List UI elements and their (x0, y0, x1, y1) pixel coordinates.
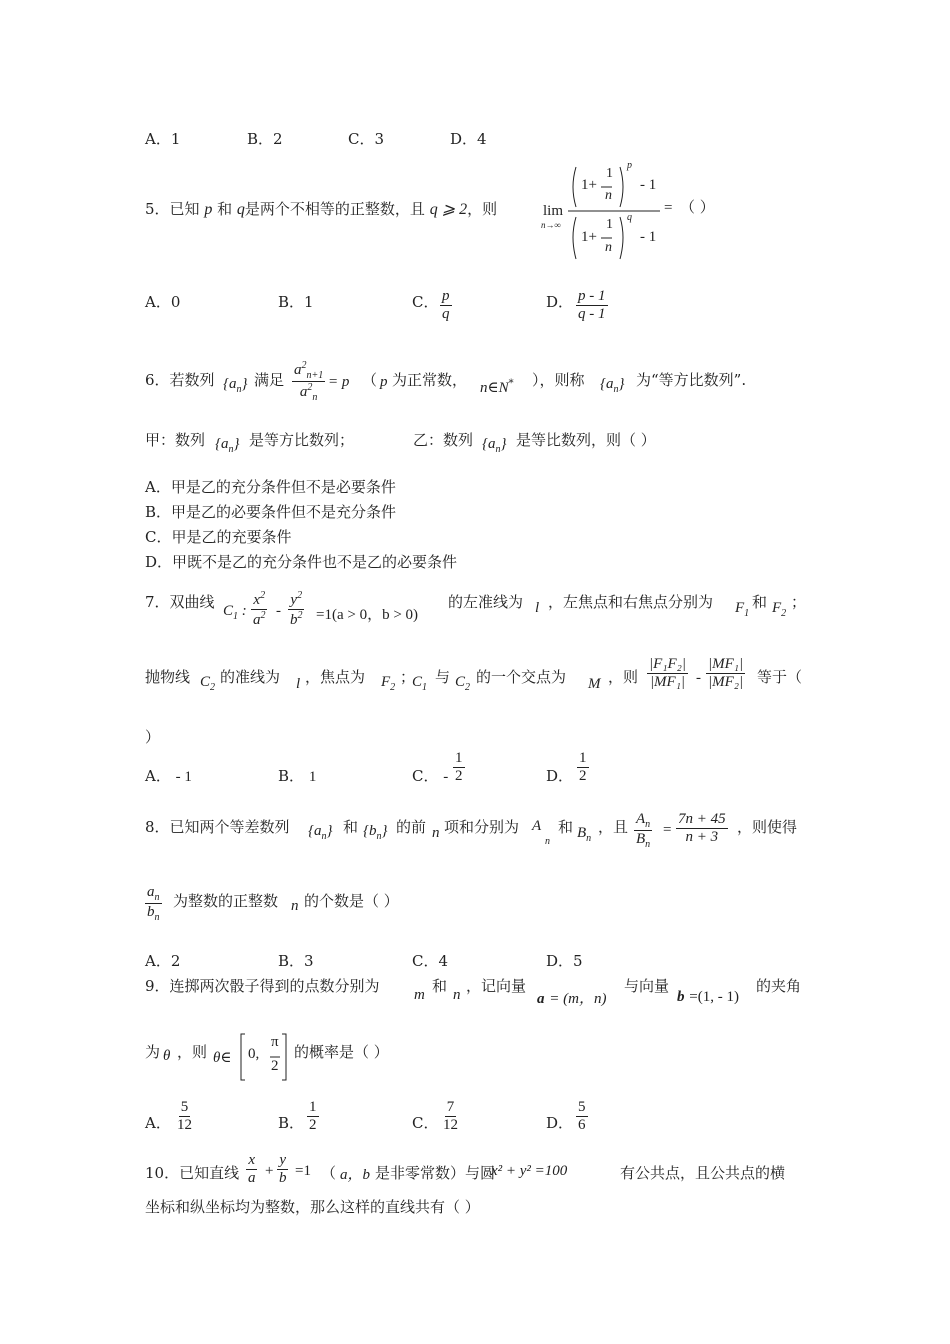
q5-one-plus: 1+ (581, 177, 597, 193)
q5-option-c-den: q (442, 306, 450, 322)
q9-option-d[interactable] (546, 1112, 573, 1133)
q6-eq-p: = p (328, 374, 350, 390)
q9-opt-a-label: A． (145, 1114, 171, 1132)
q10-number: 10． (145, 1164, 180, 1182)
q6-var-p: p (380, 374, 388, 390)
q7-option-c[interactable] (412, 765, 448, 786)
q7-c1b: $C_1$ (412, 674, 428, 693)
q8-n: n (291, 898, 299, 914)
q5-one-plus: 1+ (581, 229, 597, 245)
q7-text: 的准线为 (220, 668, 281, 686)
q6-an-text: {a (482, 436, 496, 452)
q6-frac-den: a (299, 384, 308, 400)
q10-plus: + (265, 1163, 274, 1179)
q9-number: 9． (145, 977, 170, 995)
q8-text: 的前 (396, 818, 427, 836)
q7-c2-text: C (200, 674, 211, 690)
q5-paren: （ ） (680, 198, 715, 216)
q5-option-c-fraction (440, 288, 452, 323)
q7-number: 7． (145, 593, 170, 611)
q6-frac-num: a (294, 362, 302, 378)
q7-m: M (588, 676, 601, 692)
q9-option-c-fraction (441, 1099, 460, 1134)
q6-an-text: {a (223, 376, 237, 392)
q8-A-text: A (532, 818, 542, 834)
q9-pi: π (271, 1034, 279, 1050)
q6-number: 6． (145, 371, 170, 389)
q6-ratio-fraction (292, 360, 325, 403)
q9-option-b-fraction (307, 1099, 319, 1134)
q9-opt-c-den: 12 (443, 1117, 458, 1133)
q5-var-q: q (236, 201, 245, 218)
q6-an-3: $\{a_n\}$ (215, 436, 240, 455)
q6-text: 若数列 (169, 371, 215, 389)
q10-text: 坐标和纵坐标均为整数，那么这样的直线共有（ ） (145, 1198, 480, 1216)
q10-ab: a，b (340, 1167, 371, 1183)
q7-x-frac: $\frac{x^2}{a^2}$ (253, 590, 266, 628)
q8-anbn-num: a (147, 884, 155, 900)
q7-b: b (290, 612, 298, 628)
q8-frac-num: 7n + 45 (678, 811, 726, 827)
q6-an: $\{a_n\}$ (223, 376, 248, 395)
q7-f2: $F_2$ (772, 600, 787, 619)
q10-text: 是非零常数）与圆 (375, 1164, 496, 1182)
q7-text: 双曲线 (169, 593, 215, 611)
q7-text: ； (400, 668, 416, 686)
q7-option-d[interactable] (546, 765, 573, 786)
q7-f1: $F_1$ (735, 600, 750, 619)
q9-option-d-fraction (576, 1099, 588, 1134)
q9-text: 的概率是（ ） (294, 1043, 389, 1061)
q8-number: 8． (145, 818, 170, 836)
q5-condition: q ⩾ 2 (429, 201, 468, 218)
q10-text: 已知直线 (179, 1164, 240, 1182)
q6-option-c[interactable]: C．甲是乙的充要条件 (145, 528, 292, 546)
q8-text: 已知两个等差数列 (169, 818, 290, 836)
q7-text: ，左焦点和右焦点分别为 (548, 593, 714, 611)
q8-bn-text: {b (363, 823, 377, 839)
q5-var-p: p (204, 201, 213, 218)
q7-y: y (290, 592, 298, 608)
q9-option-a-fraction (175, 1099, 194, 1134)
q7-option-d-fraction (577, 750, 589, 785)
q8-option-b[interactable]: B．3 (278, 952, 314, 970)
q7-text: ） (145, 728, 161, 746)
q9-option-b[interactable] (278, 1112, 304, 1133)
q6-text: ），则称 (532, 371, 585, 389)
q8-anbn-den: b (147, 904, 155, 920)
q7-f2-text: F (381, 674, 391, 690)
q8-text: 项和分别为 (444, 818, 520, 836)
q6-option-d[interactable]: D．甲既不是乙的充分条件也不是乙的必要条件 (145, 553, 458, 571)
q7-c2b: $C_2$ (455, 674, 471, 693)
q7-colon: : (238, 603, 247, 619)
q7-opt-d-label: D． (546, 767, 574, 785)
q5-option-d[interactable] (546, 291, 573, 312)
q7-frac-1-den: |MF₁| (649, 674, 686, 690)
q9-opt-d-num: 5 (578, 1099, 586, 1115)
q6-an-text: {a (215, 436, 229, 452)
q10-x-frac (246, 1152, 258, 1187)
q8-AB-frac: $\frac{A_n}{B_n}$ (636, 811, 651, 850)
q7-minus: - (696, 670, 701, 686)
q7-f1-text: F (735, 600, 745, 616)
q9-vec-a (537, 987, 606, 1008)
q8-A-text: A (636, 811, 646, 827)
q7-a: a (253, 612, 261, 628)
q5-exp-q: q (627, 212, 632, 223)
q9-text: 连掷两次骰子得到的点数分别为 (169, 977, 380, 995)
q8-an-text: {a (308, 823, 322, 839)
q5-text: 是两个不相等的正整数，且 (244, 200, 425, 218)
q8-option-a[interactable]: A．2 (145, 952, 181, 970)
q8-an: $\{a_n\}$ (308, 823, 333, 842)
q7-f2-text: F (772, 600, 782, 616)
q7-half-num: 1 (579, 750, 587, 766)
q7-half-den: 2 (455, 768, 463, 784)
q7-opt-a-val: - 1 (175, 769, 192, 785)
q5-equals: = (664, 200, 673, 216)
q10-eq1: =1 (295, 1163, 311, 1179)
q4-option-a[interactable]: A．1 (145, 130, 181, 148)
q7-opt-a-label: A． (145, 767, 171, 785)
q9-vec-b-val: =(1, - 1) (689, 989, 739, 1005)
q6-text: 为正常数， (392, 371, 468, 389)
q7-y-frac: $\frac{y^2}{b^2}$ (290, 590, 303, 628)
q6-jia2: 是等方比数列； (249, 431, 355, 449)
q7-option-b[interactable] (278, 765, 316, 786)
q10-text: （ (321, 1164, 337, 1182)
q6-star: * (508, 378, 514, 389)
q9-interval-a: 0, (248, 1046, 260, 1062)
q8-A (532, 818, 541, 835)
q5-option-c-label: C． (412, 293, 439, 311)
q5-option-d-den: q - 1 (578, 306, 606, 322)
q7-opt-c-sign: - (443, 769, 449, 785)
q7-x: x (253, 592, 261, 608)
q5-lim: lim (543, 203, 564, 219)
q7-text: 和 (752, 593, 768, 611)
q9-m: m (414, 987, 425, 1003)
q8-text: 和 (343, 818, 359, 836)
q6-sq: 2 (307, 382, 313, 393)
q5-one: 1 (606, 166, 613, 181)
q8-option-c[interactable]: C．4 (412, 952, 449, 970)
q9-theta: θ (163, 1048, 171, 1064)
q6-yi2: 是等比数列，则（ ） (516, 431, 656, 449)
q7-c1-text: C (223, 603, 234, 619)
q7-half-num: 1 (455, 750, 463, 766)
q5-option-d-fraction (576, 288, 608, 323)
q5-minus-one: - 1 (640, 229, 657, 245)
q8-option-d[interactable]: D．5 (546, 952, 583, 970)
q7-frac-1-num: |F₁F₂| (649, 656, 687, 672)
q7-text: 的左准线为 (448, 593, 524, 611)
q9-opt-a-den: 12 (177, 1117, 192, 1133)
q9-two: 2 (271, 1058, 279, 1074)
q6-text: 为“等方比数列”. (636, 371, 747, 389)
q9-opt-c-label: C． (412, 1114, 439, 1132)
q10-stem (145, 1162, 239, 1183)
q7-text: 抛物线 (145, 668, 191, 686)
q8-ratio-frac (676, 811, 728, 846)
q10-circle: x² + y² =100 (491, 1163, 568, 1179)
q9-vec-b-sym: b (677, 989, 685, 1005)
q7-text: ，焦点为 (305, 668, 366, 686)
q9-text: 与向量 (624, 977, 670, 995)
q6-yi: 乙：数列 (413, 431, 474, 449)
q8-frac-den: n + 3 (685, 829, 719, 845)
q6-stem (145, 369, 215, 390)
q7-frac-2 (706, 656, 745, 691)
q6-ninN: n∈N (480, 380, 509, 396)
q10-x: x (248, 1152, 256, 1168)
q9-opt-b-den: 2 (309, 1117, 317, 1133)
q9-n: n (453, 987, 461, 1003)
q7-c1-text: C (412, 674, 423, 690)
q9-opt-c-num: 7 (446, 1099, 455, 1115)
q6-an-text: {a (600, 376, 614, 392)
q9-text: 的夹角 (756, 977, 802, 995)
q9-vec-b (677, 987, 739, 1006)
q5-one: 1 (606, 217, 613, 232)
q6-frac-den-sub: n (312, 392, 318, 403)
q9-opt-b-label: B． (278, 1114, 305, 1132)
q5-text: 已知 (169, 200, 200, 218)
q7-option-c-fraction (453, 750, 465, 785)
q5-number: 5． (145, 200, 170, 218)
q7-l: l (296, 676, 301, 692)
q7-stem (145, 591, 215, 612)
q5-option-c[interactable] (412, 291, 438, 312)
q8-n: n (432, 825, 440, 841)
q9-vec-a-val: = (m，n) (549, 991, 607, 1007)
q9-option-a[interactable] (145, 1112, 171, 1133)
q10-y-frac (277, 1152, 289, 1187)
q5-exp-p: p (627, 160, 632, 171)
q8-anbn-frac: $\frac{a_n}{b_n}$ (147, 884, 160, 923)
q5-lim-sub: n→∞ (541, 220, 561, 230)
q7-frac-1 (647, 656, 688, 691)
q5-minus-one: - 1 (640, 177, 657, 193)
q7-l: l (535, 600, 540, 616)
q6-text: （ (362, 371, 378, 389)
q6-jia: 甲：数列 (145, 431, 206, 449)
q7-opt-c-label: C． (412, 767, 439, 785)
q8-text: ，则使得 (737, 818, 798, 836)
q8-stem (145, 816, 290, 837)
q6-option-b[interactable]: B．甲是乙的必要条件但不是充分条件 (145, 503, 397, 521)
q8-B-text: B (636, 831, 646, 847)
q9-text: ，记向量 (466, 977, 527, 995)
q5-option-d-num: p - 1 (578, 288, 606, 304)
q9-text: 和 (432, 977, 448, 995)
q8-text: 的个数是（ ） (304, 892, 399, 910)
q5-option-c-num: p (442, 288, 450, 304)
q4-option-c[interactable]: C．3 (348, 130, 385, 148)
q6-text: 满足 (254, 371, 285, 389)
q8-text: 和 (558, 818, 574, 836)
q7-text: 等于（ (757, 668, 803, 686)
q9-opt-d-label: D． (546, 1114, 574, 1132)
q6-an-2: $\{a_n\}$ (600, 376, 625, 395)
q7-text: ，则 (608, 668, 639, 686)
q8-text: ，且 (598, 818, 629, 836)
q7-c2: $C_2$ (200, 674, 216, 693)
q6-an-4: $\{a_n\}$ (482, 436, 507, 455)
q7-half-den: 2 (579, 768, 587, 784)
q6-frac-num-sub: n+1 (306, 370, 324, 381)
q6-n-in-N (480, 378, 514, 397)
q5-option-a[interactable]: A．0 (145, 293, 181, 311)
q9-opt-a-num: 5 (180, 1099, 189, 1115)
q7-text: 的一个交点为 (476, 668, 567, 686)
q9-stem (145, 975, 380, 996)
q8-B-text: B (577, 825, 587, 841)
q5-stem (145, 198, 497, 219)
q5-option-b[interactable]: B．1 (278, 293, 314, 311)
q7-text: ； (791, 593, 807, 611)
q9-theta-in: θ∈ (213, 1050, 232, 1066)
q10-a: a (248, 1170, 256, 1186)
q8-B: $B_n$ (577, 825, 592, 844)
q9-opt-b-num: 1 (309, 1099, 317, 1115)
q7-c2-text: C (455, 674, 466, 690)
q4-option-b[interactable]: B．2 (247, 130, 283, 148)
q9-vec-a-sym: a (537, 991, 545, 1007)
q5-option-d-label: D． (546, 293, 574, 311)
q9-opt-d-den: 6 (578, 1117, 586, 1133)
q5-n: n (605, 240, 612, 255)
q7-f2b: $F_2$ (381, 674, 396, 693)
q9-option-c[interactable] (412, 1112, 438, 1133)
q5-n: n (605, 188, 612, 203)
q7-c1: $C_1$ : (223, 603, 247, 622)
q10-text: 有公共点，且公共点的横 (620, 1164, 786, 1182)
q6-sq: 2 (301, 360, 307, 371)
q7-rest: =1(a > 0，b > 0) (316, 607, 419, 623)
q9-text: ，则 (177, 1043, 208, 1061)
q7-frac-2-num: |MF₁| (708, 656, 744, 672)
q7-frac-2-den: |MF₂| (708, 674, 744, 690)
q7-text: 与 (435, 668, 451, 686)
q8-bn: $\{b_n\}$ (363, 823, 388, 842)
q7-opt-b-val: 1 (308, 769, 317, 785)
q9-text: 为 (145, 1043, 161, 1061)
q5-text: 和 (217, 200, 233, 218)
q7-option-a[interactable] (145, 765, 192, 786)
q10-y: y (279, 1152, 287, 1168)
q4-option-d[interactable]: D．4 (450, 130, 487, 148)
q7-opt-b-label: B． (278, 767, 305, 785)
q5-text: ，则 (467, 200, 498, 218)
q6-option-a[interactable]: A．甲是乙的充分条件但不是必要条件 (145, 478, 396, 496)
q10-b: b (279, 1170, 287, 1186)
q8-text: 为整数的正整数 (173, 892, 279, 910)
